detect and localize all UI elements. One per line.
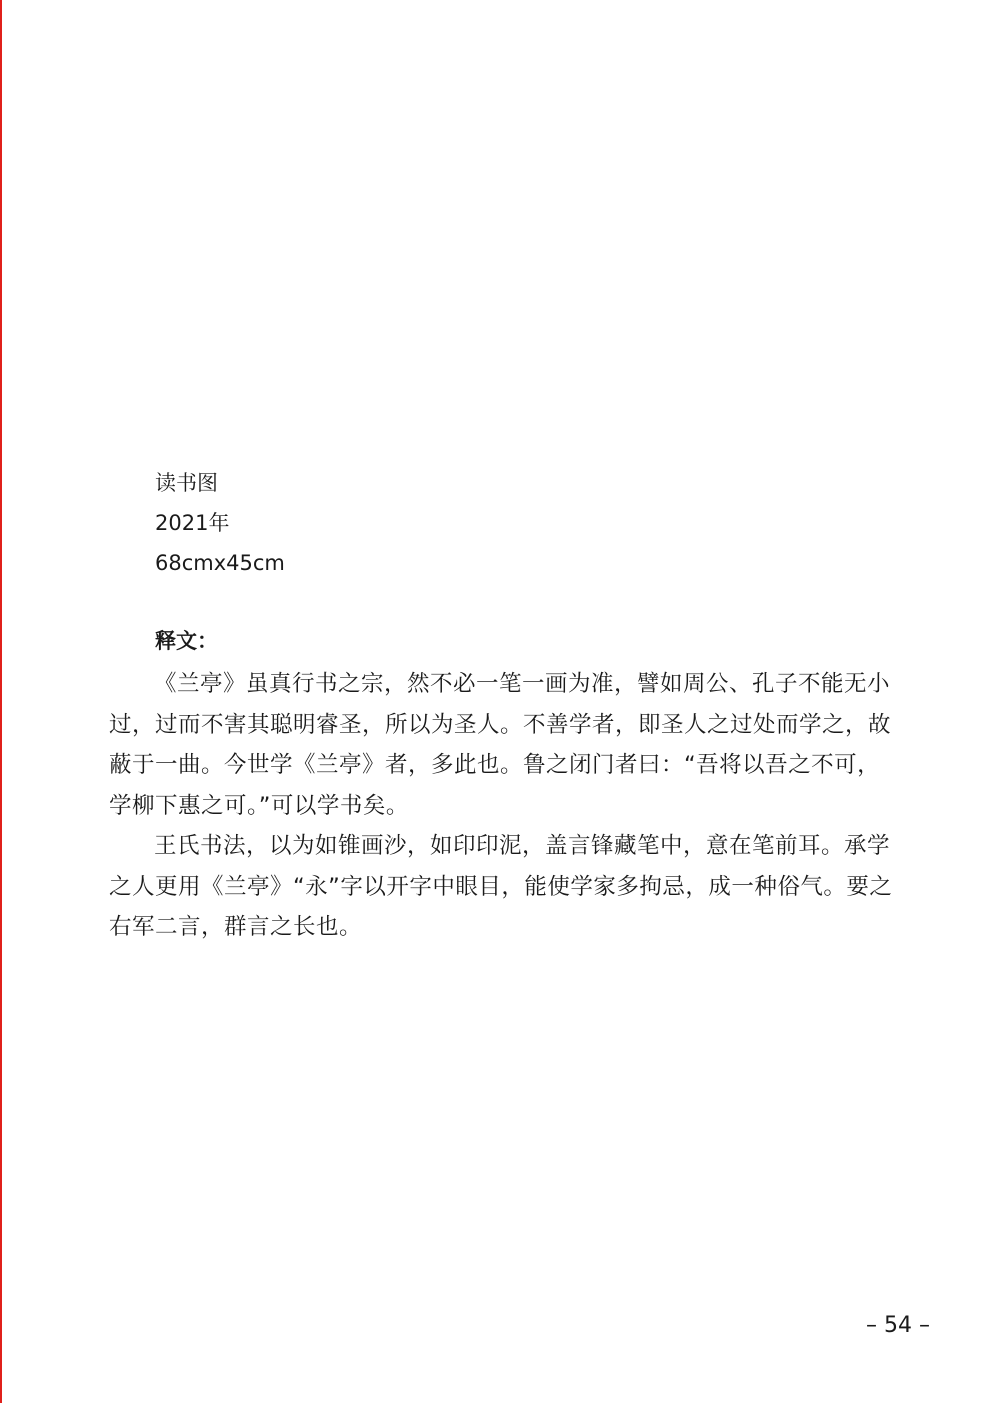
transcription-body: [109, 664, 897, 948]
artwork-title: 读书图: [155, 471, 218, 495]
transcription-paragraph: 《兰亭》虽真行书之宗，然不必一笔一画为准，譬如周公、孔子不能无小过，过而不害其聪明睿圣，所以为圣人。不善学者，即圣人之过处而学之，故蔽于一曲。今世学《兰亭》者，多此也。鲁之闭门者曰：“吾将以吾之不可，学柳下惠之可。”可以学书矣。: [109, 671, 892, 819]
artwork-dimensions: 68cmx45cm: [155, 551, 285, 575]
transcription-paragraph: 王氏书法，以为如锥画沙，如印印泥，盖言锋藏笔中，意在笔前耳。承学之人更用《兰亭》“永”字以开字中眼目，能使学家多拘忌，成一种俗气。要之右军二言，群言之长也。: [109, 833, 893, 940]
artwork-caption: [155, 463, 285, 583]
artwork-year: 2021年: [155, 511, 230, 535]
page-number: – 54 –: [866, 1313, 930, 1338]
page-margin-rule: [0, 0, 2, 1403]
transcription-heading: 释文：: [155, 629, 218, 653]
